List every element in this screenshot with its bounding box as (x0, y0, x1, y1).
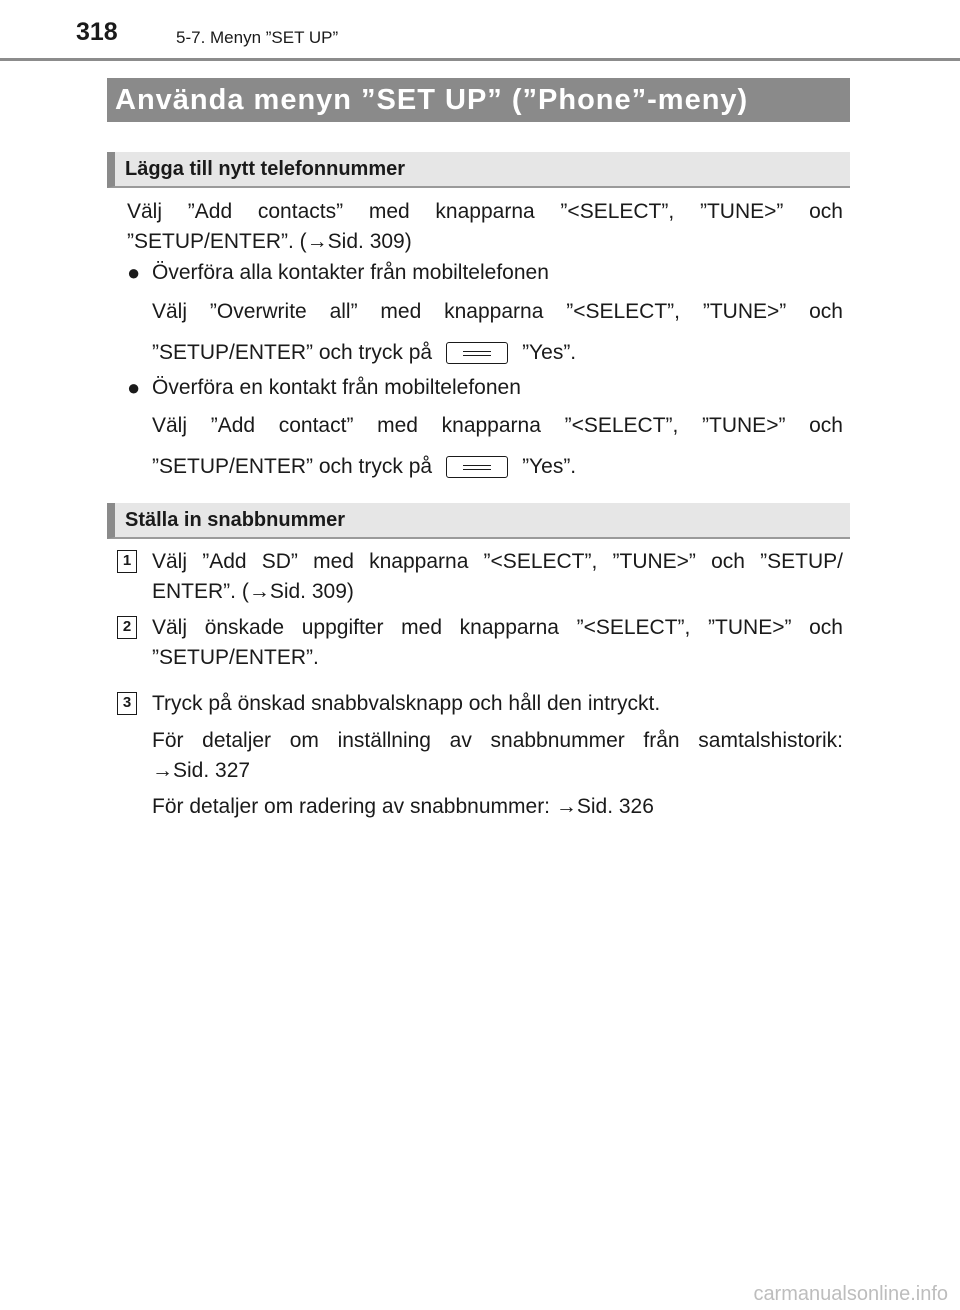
bullet-icon: ● (127, 375, 141, 400)
step-number-1: 1 (117, 550, 137, 573)
main-title: Använda menyn ”SET UP” (”Phone”-meny) (107, 78, 850, 122)
step3-line1: Tryck på önskad snabbvalsknapp och håll den intryckt. (152, 692, 661, 715)
section1-intro-line1: Välj ”Add contacts” med knapparna ”<SELECT”, ”TUNE>” och (127, 200, 843, 223)
header-divider (0, 58, 960, 61)
section-title-speed-dial: Ställa in snabbnummer (107, 503, 850, 539)
page-number: 318 (76, 18, 118, 46)
bullet2-line2-yes: ”Yes”. (522, 455, 577, 478)
section-title-add-number: Lägga till nytt telefonnummer (107, 152, 850, 188)
step3-note2: För detaljer om radering av snabbnummer: →Sid. 326 (152, 795, 654, 818)
phone-button-icon (446, 456, 508, 478)
watermark: carmanualsonline.info (753, 1283, 948, 1305)
bullet-icon: ● (127, 260, 141, 285)
step-number-2: 2 (117, 616, 137, 639)
bullet1-line2-yes: ”Yes”. (522, 341, 577, 364)
bullet1-line2 (152, 338, 843, 368)
bullet1-heading: Överföra alla kontakter från mobiltelefonen (152, 261, 549, 284)
step1-line1: Välj ”Add SD” med knapparna ”<SELECT”, ”TUNE>” och ”SETUP/ (152, 550, 843, 573)
chapter-title: 5-7. Menyn ”SET UP” (176, 28, 339, 47)
page-header (0, 0, 960, 62)
step-number-3: 3 (117, 692, 137, 715)
bullet1-line2-text: ”SETUP/ENTER” och tryck på (152, 341, 433, 364)
step2-line1: Välj önskade uppgifter med knapparna ”<SELECT”, ”TUNE>” och (152, 616, 843, 639)
section1-intro-line2: ”SETUP/ENTER”. (→Sid. 309) (127, 230, 412, 253)
bullet2-heading: Överföra en kontakt från mobiltelefonen (152, 376, 521, 399)
bullet1-line1: Välj ”Overwrite all” med knapparna ”<SELECT”, ”TUNE>” och (152, 300, 843, 323)
step3-note1-line1: För detaljer om inställning av snabbnummer från samtalshistorik: (152, 729, 843, 752)
bullet2-line1: Välj ”Add contact” med knapparna ”<SELECT”, ”TUNE>” och (152, 414, 843, 437)
step1-line2: ENTER”. (→Sid. 309) (152, 580, 354, 603)
bullet2-line2 (152, 452, 843, 482)
step2-line2: ”SETUP/ENTER”. (152, 646, 319, 669)
phone-button-icon (446, 342, 508, 364)
bullet2-line2-text: ”SETUP/ENTER” och tryck på (152, 455, 433, 478)
step3-note1-line2: →Sid. 327 (152, 759, 251, 782)
